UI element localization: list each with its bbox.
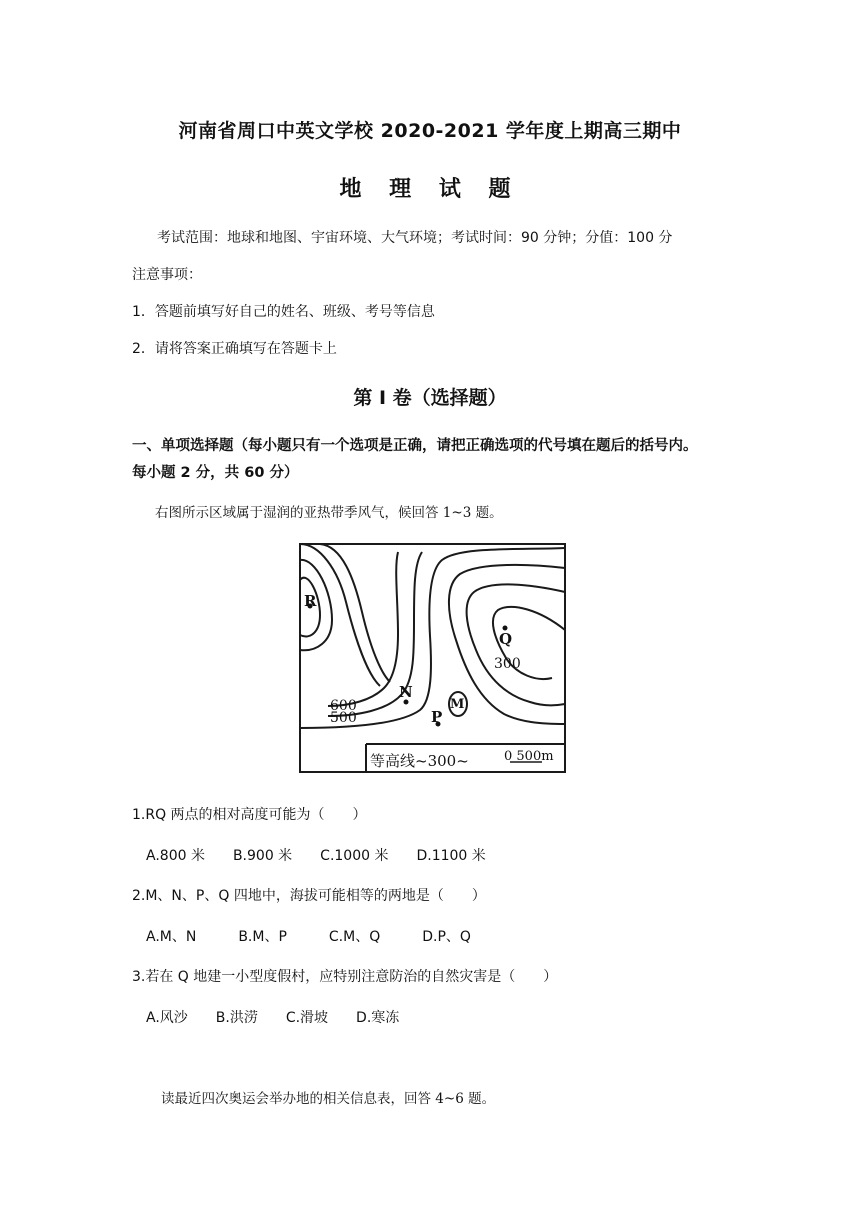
contour-map bbox=[280, 540, 580, 780]
note-item: 2．请将答案正确填写在答题卡上 bbox=[132, 341, 337, 357]
question-1-options: A.800 米 B.900 米 C.1000 米 D.1100 米 bbox=[146, 848, 486, 864]
contour-label-500: 500 bbox=[330, 710, 357, 726]
contour-line bbox=[467, 584, 565, 705]
contour-label-300: 300 bbox=[494, 656, 521, 672]
scale-label: 0 500m bbox=[504, 749, 554, 764]
exam-title: 河南省周口中英文学校 2020-2021 学年度上期高三期中 bbox=[178, 120, 682, 142]
exam-scope: 考试范围：地球和地图、宇宙环境、大气环境；考试时间：90 分钟；分值：100 分 bbox=[157, 230, 673, 246]
contour-line bbox=[328, 552, 398, 706]
section-title: 第 I 卷（选择题） bbox=[353, 387, 507, 409]
legend-text: 等高线~300~ bbox=[370, 752, 469, 770]
label-m: M bbox=[450, 697, 465, 712]
question-3: 3.若在 Q 地建一小型度假村，应特别注意防治的自然灾害是（ ） bbox=[132, 969, 558, 985]
notes-heading: 注意事项： bbox=[132, 267, 202, 283]
contour-label-600: 600 bbox=[330, 698, 357, 714]
label-n: N bbox=[399, 683, 413, 701]
part-instructions: 一、单项选择题（每小题只有一个选项是正确，请把正确选项的代号填在题后的括号内。 bbox=[132, 438, 698, 454]
question-3-options: A.风沙 B.洪涝 C.滑坡 D.寒冻 bbox=[146, 1010, 400, 1026]
question-intro: 右图所示区域属于湿润的亚热带季风气，候回答 1~3 题。 bbox=[155, 505, 503, 521]
note-item: 1．答题前填写好自己的姓名、班级、考号等信息 bbox=[132, 304, 435, 320]
question-1: 1.RQ 两点的相对高度可能为（ ） bbox=[132, 807, 367, 823]
question-2-options: A.M、N B.M、P C.M、Q D.P、Q bbox=[146, 929, 471, 945]
question-2: 2.M、N、P、Q 四地中，海拔可能相等的两地是（ ） bbox=[132, 888, 486, 904]
label-r: R bbox=[304, 592, 317, 610]
exam-subtitle: 地 理 试 题 bbox=[339, 177, 521, 202]
question-intro-2: 读最近四次奥运会举办地的相关信息表，回答 4~6 题。 bbox=[161, 1091, 496, 1107]
part-instructions-cont: 每小题 2 分，共 60 分） bbox=[132, 465, 299, 481]
label-p: P bbox=[431, 708, 443, 726]
label-q: Q bbox=[499, 630, 513, 648]
